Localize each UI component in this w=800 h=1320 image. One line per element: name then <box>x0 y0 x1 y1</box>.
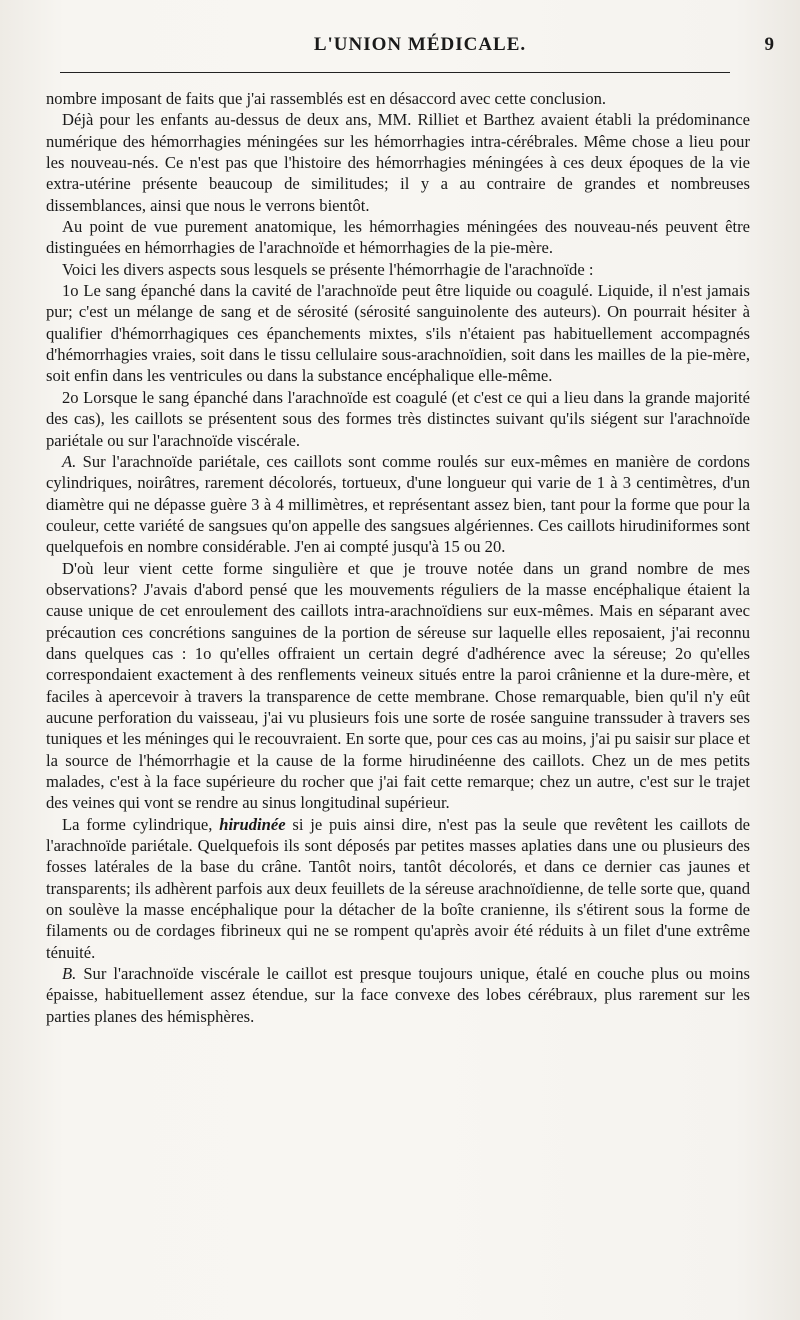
paragraph-text: Sur l'arachnoïde viscérale le caillot est presque toujours unique, étalé en couche plus ou moins épaisse, habituellement assez étendue, sur la face convexe des lobes cérébraux, plus rarement sur les parties planes des hémisphères. <box>46 964 750 1026</box>
paragraph-6 <box>46 387 750 451</box>
paragraph-text-start: La forme cylindrique, <box>62 814 220 834</box>
section-letter: A. <box>62 451 77 471</box>
paragraph-2 <box>46 109 750 216</box>
paragraph-text: Voici les divers aspects sous lesquels se présente l'hémorrhagie de l'arachnoïde : <box>62 259 594 279</box>
section-letter: B. <box>62 964 77 984</box>
page-number: 9 <box>764 34 774 55</box>
paragraph-text: 1o Le sang épanché dans la cavité de l'arachnoïde peut être liquide ou coagulé. Liquide, il n'est jamais pur; c'est un mélange de sang et de sérosité (sérosité sanguinolente des auteurs). On pourrait hésiter à qualifier d'hémorrhagiques ces épanchements mixtes, s'ils n'étaient pas habituellement accompagnés d'hémorrhagies vraies, soit dans le tissu cellulaire sous-arachnoïdien, soit dans les mailles de la pie-mère, soit enfin dans les ventricules ou dans la substance encéphalique elle-même. <box>46 281 750 386</box>
journal-title: L'UNION MÉDICALE. <box>313 34 527 55</box>
paragraph-5 <box>46 280 750 387</box>
paragraph-text: Déjà pour les enfants au-dessus de deux ans, MM. Rilliet et Barthez avaient établi la prédominance numérique des hémorrhagies méningées sur les hémorrhagies intra-cérébrales. Même chose a lieu pour les nouveau-nés. Ce n'est pas que l'histoire des hémorrhagies méningées à ces deux époques de la vie extra-utérine présente beaucoup de similitudes; il y a au contraire de grandes et nombreuses dissemblances, ainsi que nous le verrons bientôt. <box>46 110 750 215</box>
paragraph-text: D'où leur vient cette forme singulière et que je trouve notée dans un grand nombre de mes observations? J'avais d'abord pensé que les mouvements réguliers de la masse encéphalique étaient la cause unique de cet enroulement des caillots intra-arachnoïdiens sur eux-mêmes. Mais en séparant avec précaution ces concrétions sanguines de la portion de séreuse sur laquelle elles reposaient, j'ai reconnu dans quelques cas : 1o qu'elles offraient un certain degré d'adhérence avec la séreuse; 2o qu'elles correspondaient exactement à des renflements veineux situés entre la paroi crânienne et la dure-mère, et faciles à apercevoir à travers la transparence de cette membrane. Chose remarquable, bien qu'il n'y eût aucune perforation du vaisseau, j'ai vu plusieurs fois une sorte de rosée sanguine transsuder à travers ses tuniques et les méninges qui le recouvraient. En sorte que, pour ces cas au moins, j'ai pu saisir sur place et la source de l'hémorrhagie et la cause de la forme hirudinéenne des caillots. Chez un de mes petits malades, c'est à la face supérieure du rocher que j'ai fait cette remarque; chez un autre, c'est sur le trajet des veines qui vont se rendre au sinus longitudinal supérieur. <box>46 558 750 813</box>
emphasized-term: hirudinée <box>219 814 286 834</box>
article-body <box>46 88 750 1027</box>
paragraph-text: si je puis ainsi dire, n'est pas la seule que revêtent les caillots de l'arachnoïde pariétale. Quelquefois ils sont déposés par petites masses aplaties dans une ou plusieurs des fosses latérales de la base du crâne. Tantôt noirs, tantôt décolorés, et dans ce dernier cas jaunes et transparents; ils adhèrent parfois aux deux feuillets de la séreuse arachnoïdienne, de telle sorte que, quand on soulève la masse encéphalique pour la détacher de la boîte cranienne, ils s'étirent sous la forme de filaments ou de cordages fibrineux qui ne se rompent qu'après avoir été réduits à un filet d'une extrême ténuité. <box>46 814 750 962</box>
header-rule <box>60 72 730 73</box>
running-head <box>60 34 780 64</box>
paragraph-8 <box>46 558 750 814</box>
paragraph-text: 2o Lorsque le sang épanché dans l'arachnoïde est coagulé (et c'est ce qui a lieu dans la grande majorité des cas), les caillots se présentent sous des formes très distinctes suivant qu'ils siégent sur l'arachnoïde pariétale ou sur l'arachnoïde viscérale. <box>46 387 750 450</box>
paragraph-9 <box>46 814 750 963</box>
paragraph-4 <box>46 259 750 280</box>
paragraph-1 <box>46 88 750 109</box>
paragraph-text: Sur l'arachnoïde pariétale, ces caillots sont comme roulés sur eux-mêmes en manière de cordons cylindriques, noirâtres, rarement décolorés, tortueux, d'une longueur qui varie de 1 à 3 centimètres, d'un diamètre qui ne dépasse guère 3 à 4 millimètres, et représentant assez bien, tant pour la forme que pour la couleur, cette variété de sangsues qu'on appelle des sangsues algériennes. Ces caillots hirudiniformes sont quelquefois en nombre considérable. J'en ai compté jusqu'à 15 ou 20. <box>46 451 750 557</box>
paragraph-3 <box>46 216 750 259</box>
paragraph-text: Au point de vue purement anatomique, les hémorrhagies méningées des nouveau-nés peuvent être distinguées en hémorrhagies de l'arachnoïde et hémorrhagies de la pie-mère. <box>46 217 750 258</box>
paragraph-10 <box>46 963 750 1027</box>
paragraph-text: nombre imposant de faits que j'ai rassemblés est en désaccord avec cette conclusion. <box>46 89 607 108</box>
paragraph-7 <box>46 451 750 558</box>
